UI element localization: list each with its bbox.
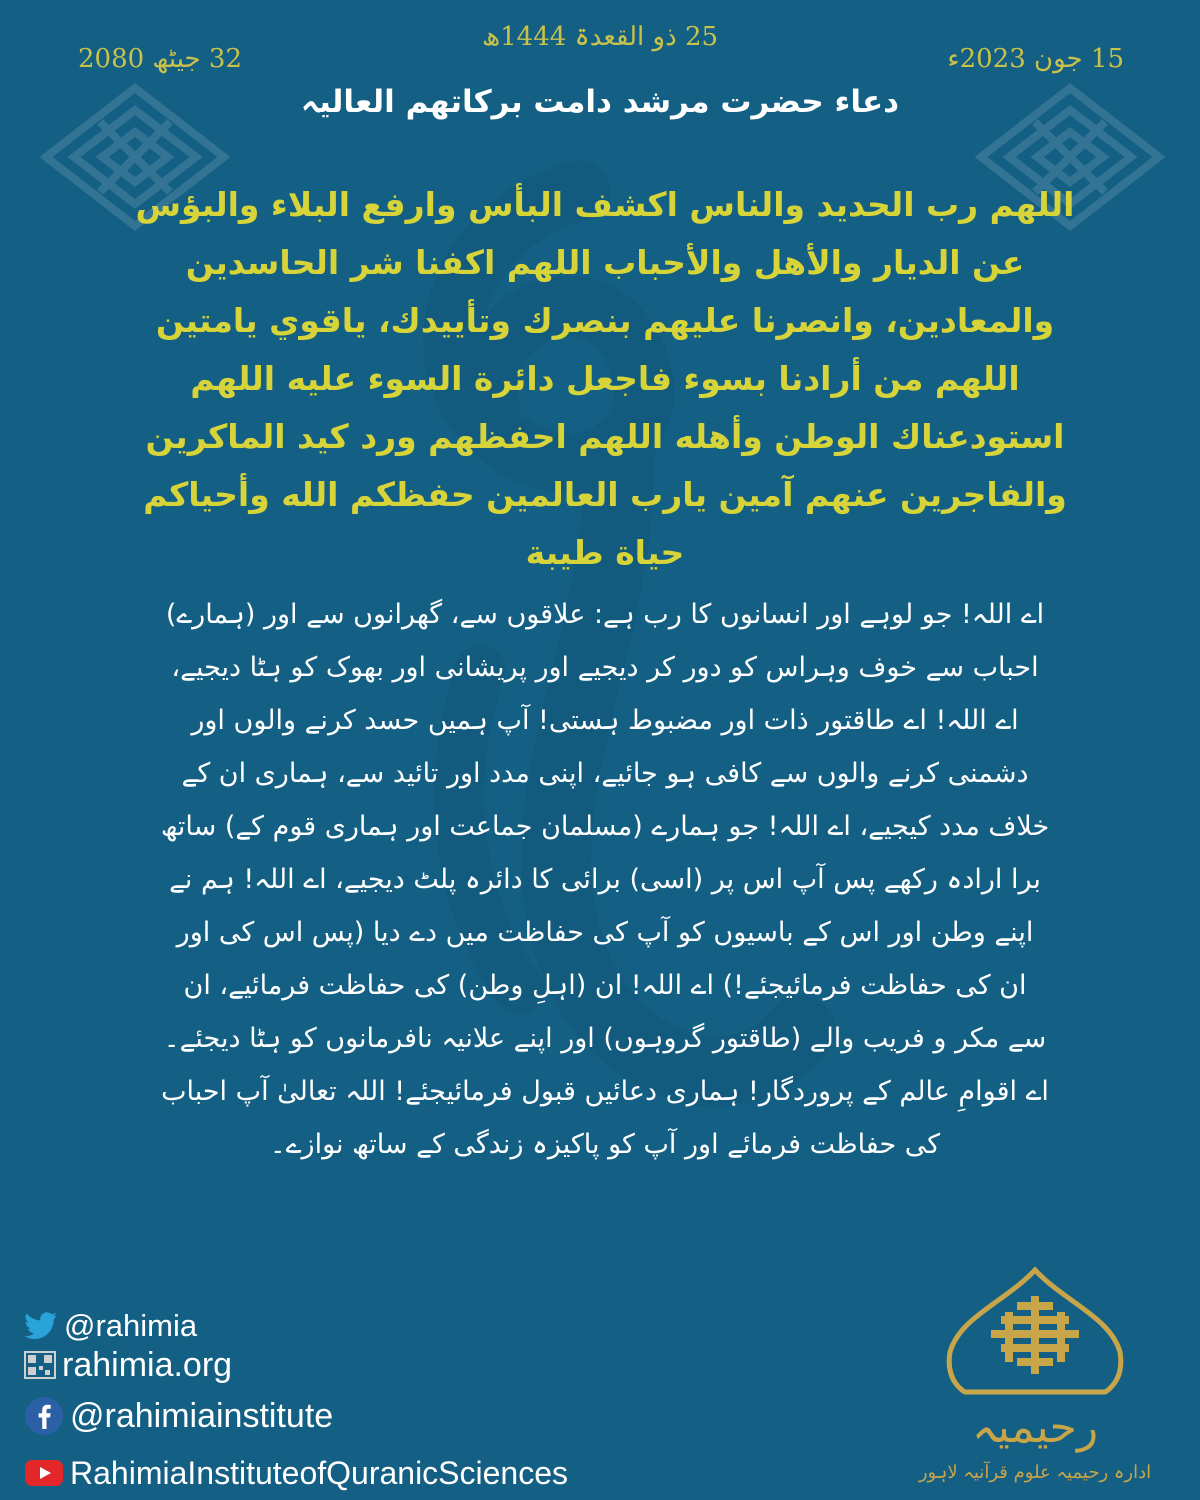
facebook-handle: @rahimiainstitute [70,1396,334,1435]
facebook-icon [24,1396,64,1436]
social-facebook[interactable] [24,1394,333,1438]
arabic-dua-text: اللهم رب الحديد والناس اكشف البأس وارفع البلاء والبؤس عن الديار والأهل والأحباب اللهم اكفنا شر الحاسدين والمعادين، وانصرنا عليهم بنصرك وتأييدك، ياقوي يامتين اللهم من أرادنا بسوء فاجعل دائرة السوء عليه اللهم استودعناك الوطن وأهله اللهم احفظهم ورد كيد الماكرين والفاجرين عنهم آمين يارب العالمين حفظكم الله وأحياكم حياة طيبة [135,185,1075,572]
youtube-channel: RahimiaInstituteofQuranicSciences [70,1454,569,1491]
logo-name: رحیمیہ [971,1402,1099,1453]
date-bikrami: 32 جیٹھ 2080 [78,44,242,74]
urdu-translation-text: اے اللہ! جو لوہے اور انسانوں کا رب ہے: علاقوں سے، گھرانوں سے اور (ہمارے) احباب سے خوف وہراس کو دور کر دیجیے اور پریشانی اور بھوک کو ہٹا دیجیے، اے اللہ! اے طاقتور ذات اور مضبوط ہستی! آپ ہمیں حسد کرنے والوں اور دشمنی کرنے والوں سے کافی ہو جائیے، اپنی مدد اور تائید سے، ہماری ان کے خلاف مدد کیجیے، اے اللہ! جو ہمارے (مسلمان جماعت اور ہماری قوم کے) ساتھ برا ارادہ رکھے پس آپ اس پر (اسی) برائی کا دائرہ پلٹ دیجیے، اے اللہ! ہم نے اپنے وطن اور اس کے باسیوں کو آپ کی حفاظت میں دے دیا (پس اس کی اور ان کی حفاظت فرمائیجئے!) اے اللہ! ان (اہلِ وطن) کی حفاظت فرمائیے، ان سے مکر و فریب والے (طاقتور گروہوں) اور اپنے علانیہ نافرمانوں کو ہٹا دیجئے۔ اے اقوامِ عالم کے پروردگار! ہماری دعائیں قبول فرمائیجئے! اللہ تعالیٰ آپ احباب کی حفاظت فرمائے اور آپ کو پاکیزہ زندگی کے ساتھ نوازے۔ [160,599,1050,1160]
date-hijri: 25 ذو القعدۃ 1444ھ [481,22,719,52]
qr-code-icon [24,1351,56,1379]
date-gregorian: 15 جون 2023ء [947,44,1124,74]
social-twitter[interactable] [24,1304,197,1348]
page-title: دعاء حضرت مرشد دامت برکاتھم العالیہ [300,84,900,120]
logo-subtitle: ادارہ رحیمیہ علوم قرآنیہ لاہور [918,1462,1152,1483]
rahimia-logo-icon [905,1262,1165,1492]
social-website[interactable] [24,1343,232,1387]
youtube-icon [24,1459,64,1487]
twitter-icon [24,1312,58,1340]
social-youtube[interactable] [24,1451,568,1495]
twitter-handle: @rahimia [64,1308,198,1343]
website-link: rahimia.org [62,1345,233,1384]
